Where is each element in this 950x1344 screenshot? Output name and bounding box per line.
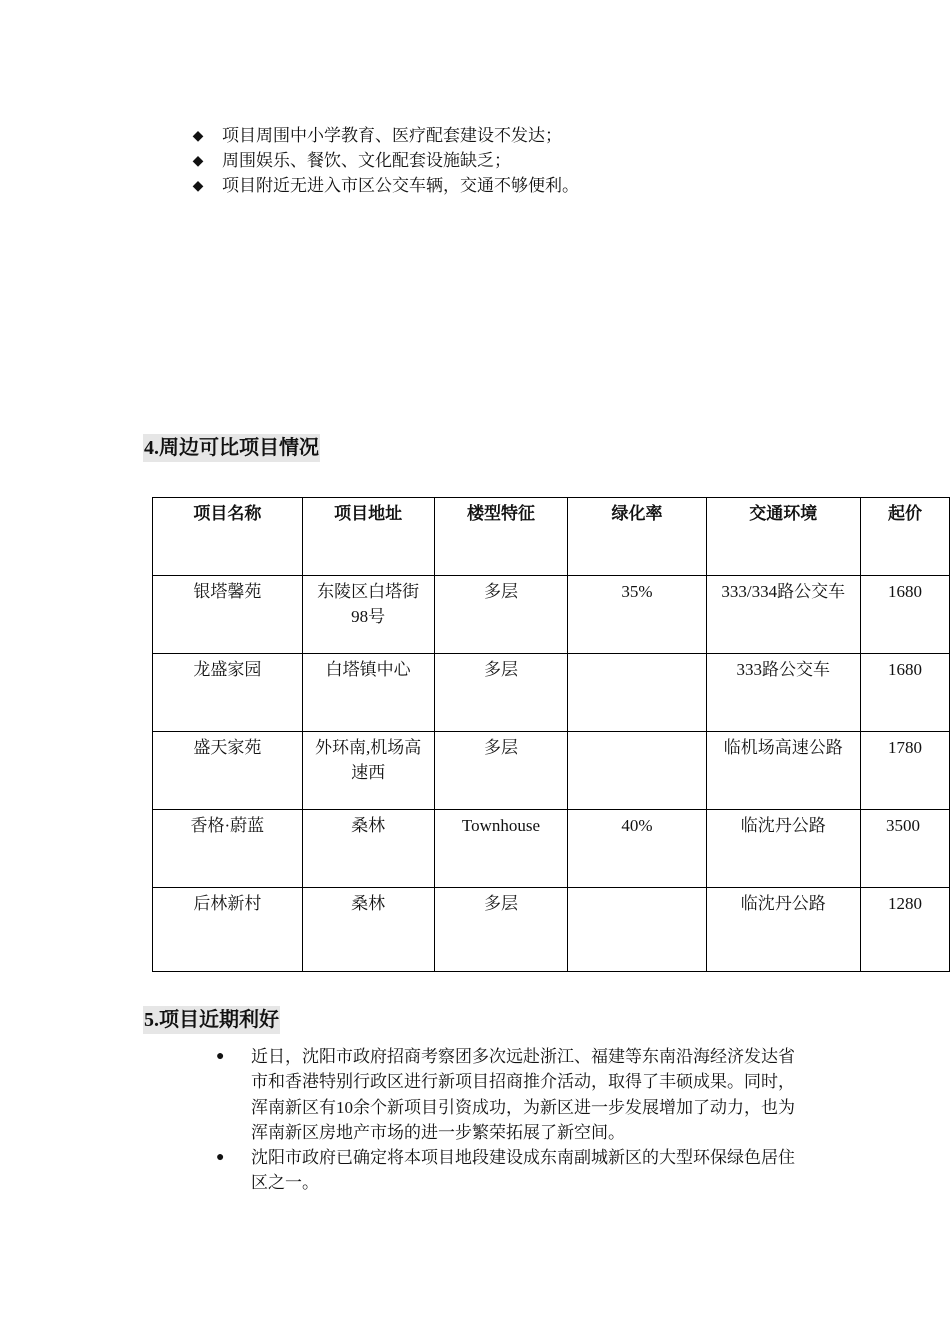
comparable-projects-table <box>152 497 950 972</box>
section-5-heading: 5.项目近期利好 <box>143 1006 280 1034</box>
column-header: 楼型特征 <box>434 498 568 576</box>
table-cell: 1780 <box>861 732 950 810</box>
list-item <box>216 1044 816 1145</box>
table-cell: 多层 <box>434 888 568 972</box>
table-cell: 333/334路公交车 <box>706 576 861 654</box>
table-cell: 多层 <box>434 654 568 732</box>
top-bullet-list <box>190 124 579 199</box>
column-header: 项目名称 <box>153 498 303 576</box>
dot-bullet-icon: ● <box>216 1049 225 1064</box>
table-cell: 东陵区白塔街98号 <box>302 576 434 654</box>
table-cell: 临沈丹公路 <box>706 810 861 888</box>
table-cell: Townhouse <box>434 810 568 888</box>
section-4-heading: 4.周边可比项目情况 <box>143 434 320 462</box>
diamond-bullet-icon: ◆ <box>192 153 204 169</box>
favorable-news-list <box>216 1044 816 1196</box>
table-cell: 多层 <box>434 732 568 810</box>
table-cell: 1680 <box>861 654 950 732</box>
table-row <box>153 888 950 972</box>
diamond-bullet-icon: ◆ <box>192 128 204 144</box>
table-cell: 白塔镇中心 <box>302 654 434 732</box>
bullet-text: 周围娱乐、餐饮、文化配套设施缺乏； <box>222 151 511 171</box>
table-header-row <box>153 498 950 576</box>
diamond-bullet-icon: ◆ <box>192 178 204 194</box>
table-cell: 盛天家苑 <box>153 732 303 810</box>
table-cell: 1680 <box>861 576 950 654</box>
table-cell: 临机场高速公路 <box>706 732 861 810</box>
bullet-text: 项目周围中小学教育、医疗配套建设不发达； <box>222 126 562 146</box>
list-item <box>190 174 579 199</box>
table-row <box>153 810 950 888</box>
bullet-text: 沈阳市政府已确定将本项目地段建设成东南副城新区的大型环保绿色居住区之一。 <box>251 1148 795 1193</box>
table-cell <box>568 654 706 732</box>
list-item <box>216 1145 816 1196</box>
table-cell: 35% <box>568 576 706 654</box>
table-cell: 桑林 <box>302 810 434 888</box>
table-cell: 40% <box>568 810 706 888</box>
table-cell <box>568 888 706 972</box>
bullet-text: 项目附近无进入市区公交车辆，交通不够便利。 <box>222 176 579 196</box>
column-header: 交通环境 <box>706 498 861 576</box>
table-cell: 银塔馨苑 <box>153 576 303 654</box>
table-cell: 香格·蔚蓝 <box>153 810 303 888</box>
table-cell: 1280 <box>861 888 950 972</box>
table-row <box>153 576 950 654</box>
dot-bullet-icon: ● <box>216 1150 225 1166</box>
table-cell: 龙盛家园 <box>153 654 303 732</box>
table-row <box>153 732 950 810</box>
list-item <box>190 124 579 149</box>
table-cell <box>568 732 706 810</box>
table-cell: 后林新村 <box>153 888 303 972</box>
table-cell: 临沈丹公路 <box>706 888 861 972</box>
table-cell: 333路公交车 <box>706 654 861 732</box>
column-header: 起价 <box>861 498 950 576</box>
column-header: 绿化率 <box>568 498 706 576</box>
table-cell: 3500 <box>861 810 950 888</box>
list-item <box>190 149 579 174</box>
table-cell: 多层 <box>434 576 568 654</box>
table-cell: 桑林 <box>302 888 434 972</box>
column-header: 项目地址 <box>302 498 434 576</box>
table-cell: 外环南,机场高速西 <box>302 732 434 810</box>
bullet-text: 近日，沈阳市政府招商考察团多次远赴浙江、福建等东南沿海经济发达省市和香港特别行政区进行新项目招商推介活动，取得了丰硕成果。同时，浑南新区有10余个新项目引资成功，为新区进一步发展增加了动力，也为浑南新区房地产市场的进一步繁荣拓展了新空间。 <box>251 1047 795 1142</box>
table-row <box>153 654 950 732</box>
